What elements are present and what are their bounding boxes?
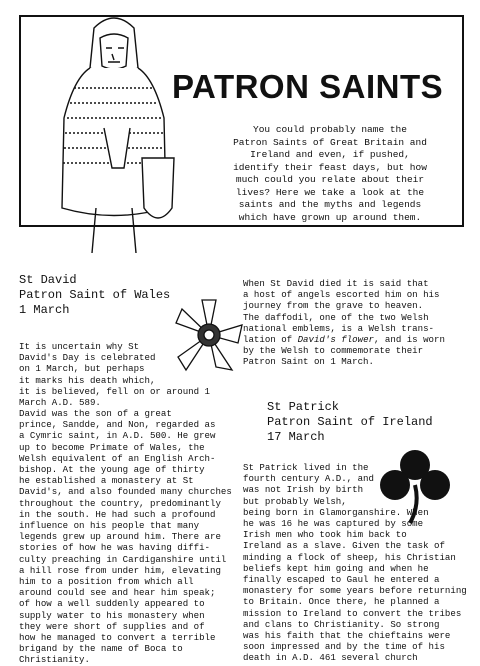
david-col2-b: , and is worn by the Welsh to commemorate their Patron Saint on 1 March. <box>243 334 445 368</box>
david-col2 <box>243 278 445 368</box>
page-title: PATRON SAINTS <box>172 68 444 105</box>
david-name: St David <box>19 273 77 287</box>
patrick-date: 17 March <box>267 430 325 444</box>
patrick-para1: St Patrick lived in the fourth century A.D., and was not Irish by birth but probably Welsh, being born in Glamorganshire. When he was 16 he was captured by some Irish men who took him back to Ireland as a slave. Given the task of minding a flock of sheep, his Christian beliefs kept him going and when he finally escaped to Gaul he entered a monastery for some years before returning to Britain. Once there, he planned a mission to Ireland to convert the tribes and clans to Christianity. So strong was his faith that the chieftains were soon impressed and by the time of his death in A.D. 461 several church <box>243 462 467 664</box>
david-para1: It is uncertain why St David's Day is celebrated on 1 March, but perhaps it marks his death which, it is believed, fell on or around 1 March A.D. 589. <box>19 341 210 409</box>
david-col2-a: When St David died it is said that a host of angels escorted him on his journey from the grave to heaven. The daffodil, one of the two Welsh national emblems, is a Welsh trans- lation of <box>243 278 440 346</box>
patrick-heading <box>267 400 433 445</box>
david-date: 1 March <box>19 303 70 317</box>
patrick-role: Patron Saint of Ireland <box>267 415 433 429</box>
david-para2: David was the son of a great prince, Sandde, and Non, regarded as a Cymric saint, in A.D. 500. He grew up to become Primate of Wales, the Welsh equivalent of an English Arch- bishop. At the young age of thirty he established a monastery at St David's, and also founded many churches throughout the country, predominantly in the south. He had such a profound influence on his people that many legends grew up around him. There are stories of how he was having diffi- culty preaching in Cardiganshire until a hill rose from under him, elevating him to a position from which all around could see and hear him speak; of how a well suddenly appeared to supply water to his monastery when they were short of supplies and of how he managed to convert a terrible brigand by the name of Boca to Christianity. <box>19 408 232 666</box>
patrick-name: St Patrick <box>267 400 340 414</box>
david-col2-em: David's flower <box>297 334 374 346</box>
david-heading <box>19 273 170 318</box>
knight-illustration <box>34 8 194 253</box>
david-role: Patron Saint of Wales <box>19 288 171 302</box>
intro-paragraph: You could probably name the Patron Saints of Great Britain and Ireland and even, if pushed, identify their feast days, but how much could you relate about their lives? Here we take a look at the saints and the myths and legends which have grown up around them. <box>233 124 427 223</box>
